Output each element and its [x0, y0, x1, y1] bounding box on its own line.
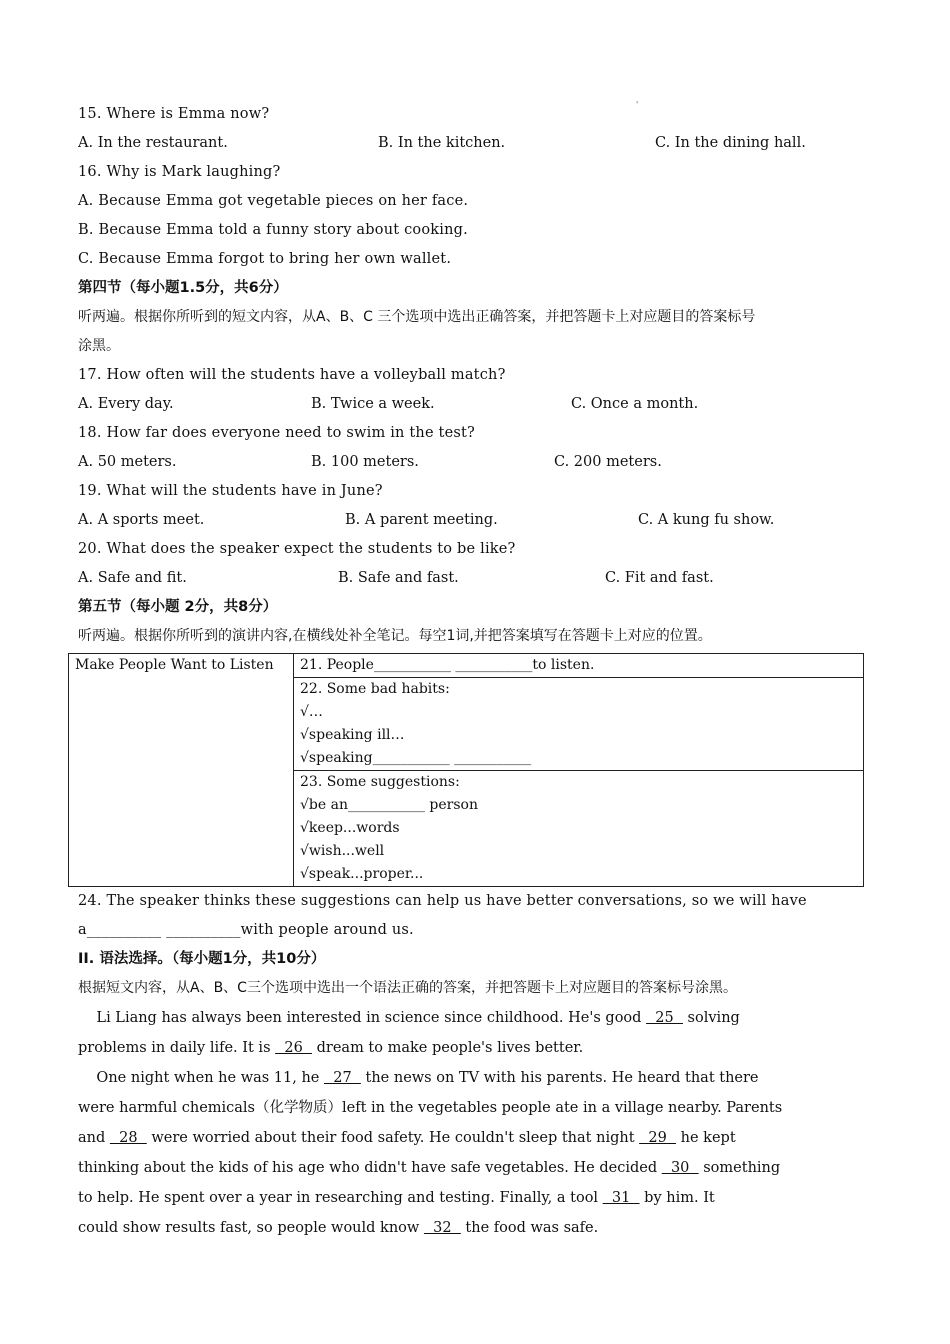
passage-text: and: [78, 1130, 110, 1146]
notes-row-21-text: 21. People___________ ___________to listen.: [300, 657, 595, 673]
q19-question: 19. What will the students have in June?: [78, 483, 383, 499]
q19-options: [78, 506, 878, 535]
passage-text: he kept: [676, 1130, 736, 1146]
passage-line: [78, 1123, 878, 1153]
q18-option-a[interactable]: A. 50 meters.: [78, 454, 177, 470]
q16-question: 16. Why is Mark laughing?: [78, 164, 281, 180]
q20-option-c[interactable]: C. Fit and fast.: [605, 570, 714, 586]
blank-27[interactable]: 27: [324, 1070, 361, 1086]
passage-text: dream to make people's lives better.: [312, 1040, 584, 1056]
section4-instruction-1: 听两遍。根据你所听到的短文内容，从A、B、C 三个选项中选出正确答案，并把答题卡上对应题目的答案标号: [78, 309, 756, 325]
passage-text: were worried about their food safety. He couldn't sleep that night: [146, 1130, 640, 1146]
passage-line: [78, 1063, 878, 1093]
notes-row-21: [294, 654, 864, 678]
passage-text: Li Liang has always been interested in science since childhood. He's good: [78, 1010, 647, 1026]
notes-row-23-line-5: √speak...proper...: [300, 866, 424, 882]
q19-option-c[interactable]: C. A kung fu show.: [638, 512, 775, 528]
passage-line: [78, 1003, 878, 1033]
passage-text: could show results fast, so people would know: [78, 1220, 424, 1236]
section4-instruction-2: 涂黑。: [78, 338, 120, 354]
section5-heading: 第五节（每小题 2分，共8分）: [78, 599, 278, 615]
blank-30[interactable]: 30: [661, 1160, 699, 1176]
q20-options: [78, 564, 878, 593]
q19-option-b[interactable]: B. A parent meeting.: [345, 512, 498, 528]
notes-row-22-line-4: √speaking___________ ___________: [300, 750, 532, 766]
notes-row-22: [294, 678, 864, 771]
q15-option-b[interactable]: B. In the kitchen.: [378, 135, 506, 151]
notes-row-23-line-4: √wish...well: [300, 843, 385, 859]
q17-option-b[interactable]: B. Twice a week.: [311, 396, 435, 412]
q17-question: 17. How often will the students have a volleyball match?: [78, 367, 506, 383]
passage-text: something: [698, 1160, 781, 1176]
passage-line: [78, 1183, 878, 1213]
notes-row-23-line-2: √be an___________ person: [300, 797, 479, 813]
passage-text: problems in daily life. It is: [78, 1040, 276, 1056]
notes-row-23-line-1: 23. Some suggestions:: [300, 774, 460, 790]
q16-option-c[interactable]: C. Because Emma forgot to bring her own wallet.: [78, 251, 452, 267]
notes-row-22-line-2: √…: [300, 704, 323, 720]
passage-text: to help. He spent over a year in researching and testing. Finally, a tool: [78, 1190, 603, 1206]
q18-question: 18. How far does everyone need to swim in the test?: [78, 425, 475, 441]
passage-line: [78, 1033, 878, 1063]
notes-row-23-line-3: √keep...words: [300, 820, 400, 836]
q20-question: 20. What does the speaker expect the students to be like?: [78, 541, 516, 557]
part2-heading: II. 语法选择。（每小题1分，共10分）: [78, 951, 326, 967]
passage-text: One night when he was 11, he: [78, 1070, 324, 1086]
q19-option-a[interactable]: A. A sports meet.: [78, 512, 205, 528]
q15-options: [78, 129, 878, 158]
q18-option-c[interactable]: C. 200 meters.: [554, 454, 662, 470]
notes-row-22-line-3: √speaking ill…: [300, 727, 405, 743]
blank-31[interactable]: 31: [602, 1190, 640, 1206]
q18-option-b[interactable]: B. 100 meters.: [311, 454, 419, 470]
q20-option-a[interactable]: A. Safe and fit.: [78, 570, 187, 586]
q15-question: 15. Where is Emma now?: [78, 106, 270, 122]
section4-heading: 第四节（每小题1.5分，共6分）: [78, 280, 288, 296]
blank-28[interactable]: 28: [109, 1130, 147, 1146]
stray-mark: ': [636, 100, 639, 109]
blank-29[interactable]: 29: [639, 1130, 677, 1146]
q20-option-b[interactable]: B. Safe and fast.: [338, 570, 459, 586]
section5-instruction: 听两遍。根据你所听到的演讲内容,在横线处补全笔记。每空1词,并把答案填写在答题卡上对应的位置。: [78, 628, 712, 644]
exam-page: [75, 100, 878, 1243]
q17-option-a[interactable]: A. Every day.: [78, 396, 174, 412]
q24-line-1: 24. The speaker thinks these suggestions can help us have better conversations, so we will have: [78, 893, 807, 909]
passage-line: [78, 1153, 878, 1183]
notes-row-23: [294, 771, 864, 887]
blank-26[interactable]: 26: [275, 1040, 313, 1056]
passage-text: the food was safe.: [460, 1220, 599, 1236]
q18-options: [78, 448, 878, 477]
q16-option-a[interactable]: A. Because Emma got vegetable pieces on her face.: [78, 193, 469, 209]
passage-text: solving: [682, 1010, 740, 1026]
blank-32[interactable]: 32: [423, 1220, 461, 1236]
notes-table: [68, 653, 864, 887]
notes-table-title: Make People Want to Listen: [69, 654, 294, 887]
notes-row-22-line-1: 22. Some bad habits:: [300, 681, 450, 697]
part2-instruction: 根据短文内容，从A、B、C三个选项中选出一个语法正确的答案，并把答题卡上对应题目的答案标号涂黑。: [78, 980, 737, 996]
blank-25[interactable]: 25: [646, 1010, 683, 1026]
passage-text: by him. It: [639, 1190, 715, 1206]
passage-line: were harmful chemicals（化学物质）left in the vegetables people ate in a village nearby. Parents: [78, 1100, 783, 1116]
passage-text: thinking about the kids of his age who didn't have safe vegetables. He decided: [78, 1160, 662, 1176]
passage-line: [78, 1213, 878, 1243]
q15-option-c[interactable]: C. In the dining hall.: [655, 135, 806, 151]
passage-text: the news on TV with his parents. He heard that there: [360, 1070, 759, 1086]
q24-line-2: a__________ __________with people around us.: [78, 922, 414, 938]
q15-option-a[interactable]: A. In the restaurant.: [78, 135, 228, 151]
q17-options: [78, 390, 878, 419]
q16-option-b[interactable]: B. Because Emma told a funny story about cooking.: [78, 222, 468, 238]
q17-option-c[interactable]: C. Once a month.: [571, 396, 699, 412]
